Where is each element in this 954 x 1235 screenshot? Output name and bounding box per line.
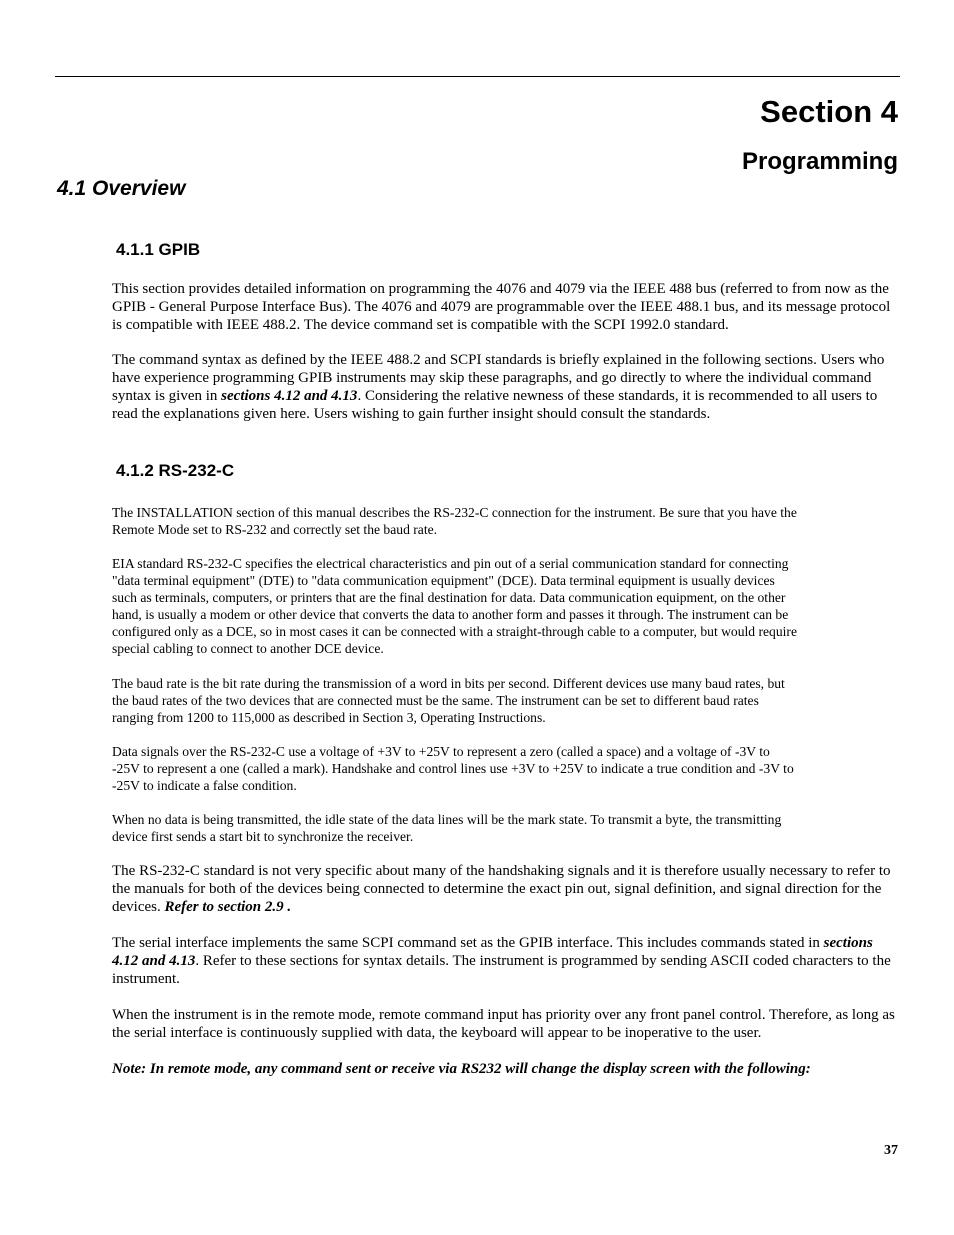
header-rule bbox=[55, 76, 900, 77]
rs232-section-reference: Refer to section 2.9 . bbox=[164, 899, 292, 915]
rs232-paragraph-4: Data signals over the RS-232-C use a voltage of +3V to +25V to represent a zero (called a space) and a voltage of -3V to -25V to represent a one (called a mark). Handshake and control lines use +3V to +25V to indicate a true condition and -3V to -25V to indicate a false condition. bbox=[112, 744, 794, 793]
gpib-paragraph-1: This section provides detailed information on programming the 4076 and 4079 via the IEEE 488 bus (referred to from now as the GPIB - General Purpose Interface Bus). The 4076 and 4079 are programmable over the IEEE 488.1 bus, and its message protocol is compatible with IEEE 488.2. The device command set is compatible with the SCPI 1992.0 standard. bbox=[112, 281, 891, 333]
rs232-paragraph-2: EIA standard RS-232-C specifies the electrical characteristics and pin out of a serial communication standard for connecting "data terminal equipment" (DTE) to "data communication equipment" (DCE). Data terminal equipment is usually devices such as terminals, computers, or printers that are the final destination for data. Data communication equipment, on the other hand, is usually a modem or other device that converts the data to another form and passes it through. The instrument can be configured only as a DCE, so in most cases it can be connected with a straight-through cable to a computer, but would require special cabling to connect to another DCE device. bbox=[112, 556, 797, 656]
section-title: Section 4 bbox=[760, 94, 898, 129]
rs232-heading: 4.1.2 RS-232-C bbox=[116, 461, 235, 480]
rs232-paragraph-7: The serial interface implements the same SCPI command set as the GPIB interface. This includes commands stated in sections 4.12 and 4.13. Refer to these sections for syntax details. The instrument is programmed by sending ASCII coded characters to the instrument. bbox=[112, 935, 891, 987]
rs232-paragraph-3: The baud rate is the bit rate during the transmission of a word in bits per second. Different devices use many baud rates, but the baud rates of the two devices that are connected must be the same. The instrument can be set to different baud rates ranging from 1200 to 115,000 as described in Section 3, Operating Instructions. bbox=[112, 676, 785, 725]
page-number: 37 bbox=[884, 1143, 898, 1158]
gpib-paragraph-2: The command syntax as defined by the IEEE 488.2 and SCPI standards is briefly explained in the following sections. Users who have experience programming GPIB instruments may skip these paragraphs, and go directly to where the individual command syntax is given in sections 4.12 and 4.13. Considering the relative newness of these standards, it is recommended to all users to read the explanations given here. Users wishing to gain further insight should consult the standards. bbox=[112, 352, 885, 422]
gpib-section-reference: sections 4.12 and 4.13 bbox=[221, 388, 358, 404]
rs232-sections-reference: sections 4.12 and 4.13 bbox=[112, 935, 873, 969]
rs232-paragraph-1: The INSTALLATION section of this manual describes the RS-232-C connection for the instrument. Be sure that you have the Remote Mode set to RS-232 and correctly set the baud rate. bbox=[112, 505, 797, 537]
rs232-paragraph-5: When no data is being transmitted, the idle state of the data lines will be the mark state. To transmit a byte, the transmitting device first sends a start bit to synchronize the receiver. bbox=[112, 812, 782, 844]
rs232-paragraph-6: The RS-232-C standard is not very specific about many of the handshaking signals and it is therefore usually necessary to refer to the manuals for both of the devices being connected to determine the exact pin out, signal definition, and signal direction for the devices. Refer to section 2.9 . bbox=[112, 863, 891, 915]
rs232-note: Note: In remote mode, any command sent or receive via RS232 will change the display screen with the following: bbox=[112, 1061, 811, 1077]
gpib-heading: 4.1.1 GPIB bbox=[116, 240, 201, 259]
chapter-title: Programming bbox=[741, 148, 898, 175]
rs232-paragraph-8: When the instrument is in the remote mode, remote command input has priority over any front panel control. Therefore, as long as the serial interface is continuously supplied with data, the keyboard will appear to be inoperative to the user. bbox=[112, 1007, 895, 1041]
overview-heading: 4.1 Overview bbox=[57, 177, 186, 200]
